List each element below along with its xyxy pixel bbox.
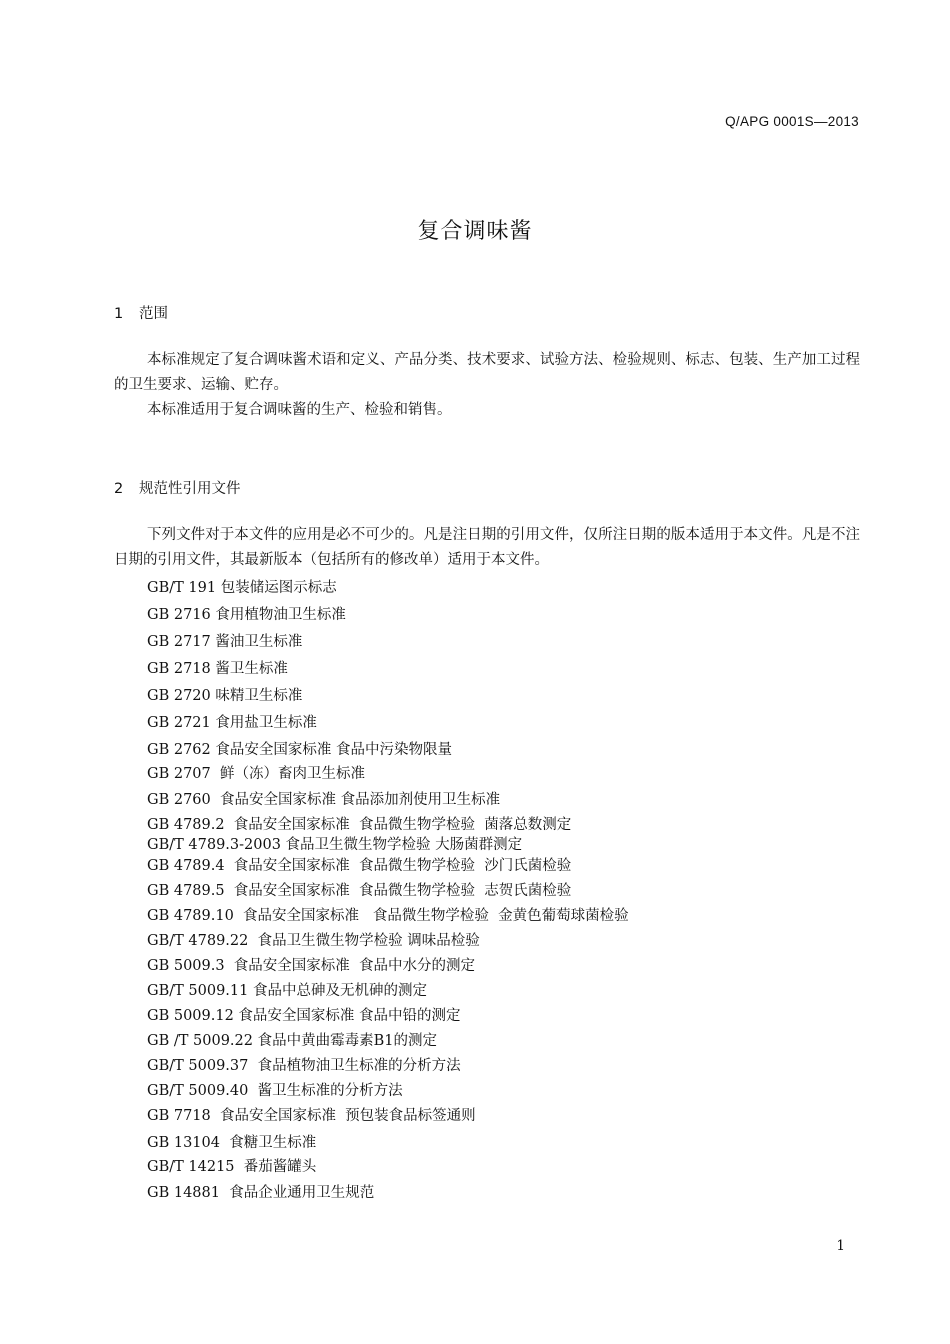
reference-item: GB/T 5009.40 酱卫生标准的分析方法: [147, 1083, 403, 1099]
reference-item: GB 2718 酱卫生标准: [147, 661, 288, 677]
section-1-heading: [114, 302, 168, 323]
reference-item: GB 4789.10 食品安全国家标准 食品微生物学检验 金黄色葡萄球菌检验: [147, 908, 629, 924]
reference-item: GB 2717 酱油卫生标准: [147, 634, 303, 650]
standard-code: Q/APG 0001S—2013: [725, 114, 859, 129]
document-title: 复合调味酱: [417, 219, 533, 244]
reference-item: GB 4789.4 食品安全国家标准 食品微生物学检验 沙门氏菌检验: [147, 858, 572, 874]
reference-item: GB/T 5009.11 食品中总砷及无机砷的测定: [147, 983, 427, 999]
reference-item: GB 2762 食品安全国家标准 食品中污染物限量: [147, 742, 452, 758]
section-number: 1: [114, 306, 124, 322]
reference-item: GB 2720 味精卫生标准: [147, 688, 303, 704]
scope-paragraph-2: 本标准适用于复合调味酱的生产、检验和销售。: [147, 402, 452, 418]
section-title: 范围: [139, 306, 168, 322]
reference-item: GB 14881 食品企业通用卫生规范: [147, 1185, 375, 1201]
reference-item: GB 2721 食用盐卫生标准: [147, 715, 317, 731]
section-2-heading: [114, 477, 241, 498]
references-intro-paragraph: 下列文件对于本文件的应用是必不可少的。凡是注日期的引用文件，仅所注日期的版本适用于本文件。凡是不注日期的引用文件，其最新版本（包括所有的修改单）适用于本文件。: [114, 527, 860, 568]
reference-item: GB/T 191 包装储运图示标志: [147, 580, 337, 596]
reference-item: GB 13104 食糖卫生标准: [147, 1135, 317, 1151]
reference-item: GB 2707 鲜（冻）畜肉卫生标准: [147, 766, 365, 782]
reference-item: GB 2716 食用植物油卫生标准: [147, 607, 346, 623]
reference-item: GB 4789.5 食品安全国家标准 食品微生物学检验 志贺氏菌检验: [147, 883, 572, 899]
reference-item: GB 5009.3 食品安全国家标准 食品中水分的测定: [147, 958, 476, 974]
reference-item: GB 7718 食品安全国家标准 预包装食品标签通则: [147, 1108, 476, 1124]
section-number: 2: [114, 481, 124, 497]
section-title: 规范性引用文件: [139, 481, 241, 497]
reference-item: GB /T 5009.22 食品中黄曲霉毒素B1的测定: [147, 1033, 437, 1049]
scope-paragraph-1: 本标准规定了复合调味酱术语和定义、产品分类、技术要求、试验方法、检验规则、标志、包装、生产加工过程的卫生要求、运输、贮存。: [114, 352, 860, 393]
reference-item: GB 4789.2 食品安全国家标准 食品微生物学检验 菌落总数测定: [147, 817, 572, 833]
page-number: 1: [836, 1238, 845, 1254]
reference-item: GB/T 5009.37 食品植物油卫生标准的分析方法: [147, 1058, 461, 1074]
reference-item: GB 2760 食品安全国家标准 食品添加剂使用卫生标准: [147, 792, 501, 808]
reference-item: GB 5009.12 食品安全国家标准 食品中铅的测定: [147, 1008, 461, 1024]
reference-item: GB/T 4789.22 食品卫生微生物学检验 调味品检验: [147, 933, 480, 949]
reference-item: GB/T 14215 番茄酱罐头: [147, 1159, 317, 1175]
reference-item: GB/T 4789.3-2003 食品卫生微生物学检验 大肠菌群测定: [147, 837, 523, 853]
